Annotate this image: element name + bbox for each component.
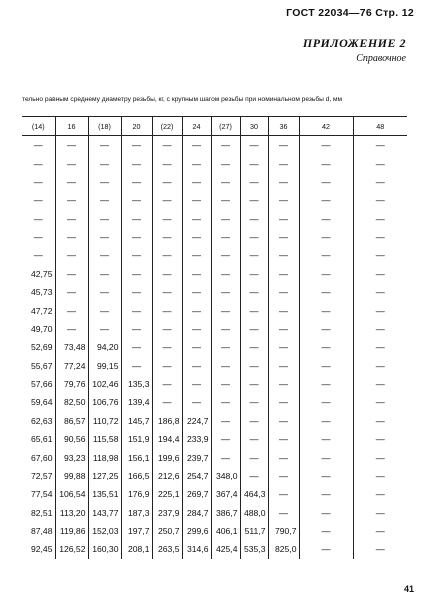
column-header: (14) (22, 117, 55, 136)
table-cell: — (268, 430, 299, 448)
table-body (22, 136, 407, 559)
table-cell: — (299, 393, 353, 411)
table-cell: 102,46 (88, 375, 121, 393)
table-cell: 86,57 (55, 412, 88, 430)
table-row (22, 430, 407, 448)
table-cell: — (240, 136, 268, 155)
table-cell: — (299, 210, 353, 228)
table-cell: — (299, 154, 353, 172)
table-cell: — (121, 173, 152, 191)
table-cell: — (88, 173, 121, 191)
table-cell: — (211, 375, 240, 393)
table-cell: — (299, 522, 353, 540)
table-cell: — (88, 265, 121, 283)
table-cell: — (299, 430, 353, 448)
table-cell: — (182, 228, 211, 246)
table-cell: 145,7 (121, 412, 152, 430)
table-cell: — (240, 265, 268, 283)
table-cell: 208,1 (121, 540, 152, 558)
appendix-subtitle: Справочное (356, 53, 406, 64)
table-cell: — (268, 228, 299, 246)
table-cell: — (55, 228, 88, 246)
table-cell: — (211, 228, 240, 246)
table-cell: — (55, 210, 88, 228)
table-cell: 99,15 (88, 357, 121, 375)
table-cell: — (211, 173, 240, 191)
table-cell: 118,98 (88, 448, 121, 466)
table-cell: 67,60 (30, 452, 53, 463)
table-cell: — (211, 393, 240, 411)
table-cell: 224,7 (182, 412, 211, 430)
table-cell: — (121, 338, 152, 356)
table-cell: — (88, 154, 121, 172)
table-cell: — (211, 448, 240, 466)
table-cell: 82,51 (30, 507, 53, 518)
table-cell: — (268, 301, 299, 319)
table-cell: — (299, 301, 353, 319)
table-cell: — (211, 301, 240, 319)
table-cell: — (182, 265, 211, 283)
table-cell: — (268, 375, 299, 393)
table-cell: — (55, 283, 88, 301)
table-cell: — (299, 504, 353, 522)
table-cell: — (88, 246, 121, 264)
table-cell: — (152, 265, 182, 283)
table-cell: 425,4 (211, 540, 240, 558)
table-cell: — (121, 357, 152, 375)
table-cell: 348,0 (211, 467, 240, 485)
table-cell: 284,7 (182, 504, 211, 522)
table-row (22, 301, 407, 319)
table-cell: — (182, 338, 211, 356)
table-cell: — (121, 301, 152, 319)
table-cell: — (152, 301, 182, 319)
table-cell: 57,66 (30, 379, 53, 390)
column-header: 24 (182, 117, 211, 136)
table-cell: — (152, 228, 182, 246)
table-cell: 99,88 (55, 467, 88, 485)
table-cell: — (353, 357, 407, 375)
table-cell: — (268, 467, 299, 485)
table-cell: — (353, 228, 407, 246)
table-cell: — (152, 338, 182, 356)
table-cell: 77,54 (30, 489, 53, 500)
table-row (22, 393, 407, 411)
table-row (22, 504, 407, 522)
table-cell: — (240, 430, 268, 448)
table-caption: тельно равным среднему диаметру резьбы, кг, с крупным шагом резьбы при номинальном резьбы d, мм (22, 96, 343, 103)
table-cell: — (240, 173, 268, 191)
table-cell: 237,9 (152, 504, 182, 522)
standard-number: ГОСТ 22034—76 (286, 7, 373, 19)
table-cell: — (299, 357, 353, 375)
table-cell: — (152, 246, 182, 264)
table-cell: 87,48 (30, 526, 53, 537)
table-row (22, 136, 407, 155)
table-cell: — (182, 154, 211, 172)
table-cell: — (299, 320, 353, 338)
table-cell: 825,0 (268, 540, 299, 558)
table-cell: 90,56 (55, 430, 88, 448)
table-cell: — (211, 320, 240, 338)
table-cell: — (121, 265, 152, 283)
table-cell: — (240, 191, 268, 209)
table-cell: 299,6 (182, 522, 211, 540)
table-row (22, 522, 407, 540)
table-cell: — (240, 375, 268, 393)
table-row (22, 338, 407, 356)
column-header: 48 (353, 117, 407, 136)
table-cell: — (240, 338, 268, 356)
table-cell: 62,63 (30, 415, 53, 426)
table-cell: 126,52 (55, 540, 88, 558)
table-cell: — (152, 375, 182, 393)
table-cell: — (33, 140, 43, 151)
table-cell: — (299, 467, 353, 485)
table-cell: — (268, 393, 299, 411)
table-cell: — (240, 228, 268, 246)
table-cell: 55,67 (30, 360, 53, 371)
table-cell: — (33, 158, 43, 169)
table-cell: — (121, 154, 152, 172)
table-cell: 199,6 (152, 448, 182, 466)
table-cell: — (299, 338, 353, 356)
table-container (22, 116, 407, 559)
table-cell: — (240, 320, 268, 338)
column-header: 16 (55, 117, 88, 136)
appendix-heading (303, 36, 406, 64)
table-row (22, 173, 407, 191)
table-cell: — (152, 210, 182, 228)
table-row (22, 412, 407, 430)
table-cell: — (299, 228, 353, 246)
column-header: (18) (88, 117, 121, 136)
table-cell: — (353, 504, 407, 522)
table-cell: 65,61 (30, 434, 53, 445)
table-cell: — (152, 357, 182, 375)
table-cell: — (33, 195, 43, 206)
table-cell: 790,7 (268, 522, 299, 540)
table-cell: — (152, 283, 182, 301)
table-cell: — (353, 448, 407, 466)
table-cell: 488,0 (240, 504, 268, 522)
table-cell: 143,77 (88, 504, 121, 522)
table-cell: — (182, 210, 211, 228)
table-row (22, 540, 407, 558)
table-cell: — (240, 246, 268, 264)
table-cell: 106,76 (88, 393, 121, 411)
table-cell: 94,20 (88, 338, 121, 356)
table-cell: — (211, 430, 240, 448)
table-cell: — (121, 246, 152, 264)
table-row (22, 191, 407, 209)
table-cell: — (353, 320, 407, 338)
table-cell: — (55, 265, 88, 283)
table-cell: — (353, 375, 407, 393)
table-cell: — (268, 412, 299, 430)
table-cell: 52,69 (30, 342, 53, 353)
table-row (22, 357, 407, 375)
table-cell: — (88, 320, 121, 338)
table-cell: — (268, 448, 299, 466)
table-cell: 186,8 (152, 412, 182, 430)
table-cell: — (182, 191, 211, 209)
table-cell: — (211, 136, 240, 155)
table-cell: — (353, 522, 407, 540)
table-cell: — (152, 320, 182, 338)
table-cell: — (182, 357, 211, 375)
column-header: 30 (240, 117, 268, 136)
table-row (22, 467, 407, 485)
table-cell: — (353, 154, 407, 172)
table-cell: — (211, 412, 240, 430)
column-header: (27) (211, 117, 240, 136)
table-cell: — (299, 283, 353, 301)
table-cell: — (182, 301, 211, 319)
table-cell: — (353, 485, 407, 503)
table-cell: 166,5 (121, 467, 152, 485)
table-cell: — (211, 357, 240, 375)
table-cell: — (268, 246, 299, 264)
table-cell: — (353, 210, 407, 228)
table-cell: — (240, 283, 268, 301)
table-cell: — (353, 540, 407, 558)
table-cell: — (182, 136, 211, 155)
table-cell: — (55, 136, 88, 155)
table-cell: 119,86 (55, 522, 88, 540)
table-cell: — (121, 283, 152, 301)
table-cell: 269,7 (182, 485, 211, 503)
table-cell: — (182, 246, 211, 264)
table-cell: 160,30 (88, 540, 121, 558)
table-cell: — (33, 250, 43, 261)
column-header: (22) (152, 117, 182, 136)
table-cell: — (211, 154, 240, 172)
table-cell: 263,5 (152, 540, 182, 558)
table-row (22, 228, 407, 246)
table-cell: — (353, 173, 407, 191)
table-cell: — (299, 265, 353, 283)
table-cell: — (353, 191, 407, 209)
table-cell: 106,54 (55, 485, 88, 503)
table-cell: — (353, 301, 407, 319)
table-cell: 511,7 (240, 522, 268, 540)
table-cell: 386,7 (211, 504, 240, 522)
table-cell: 314,6 (182, 540, 211, 558)
table-cell: 47,72 (30, 305, 53, 316)
table-cell: 187,3 (121, 504, 152, 522)
table-cell: 406,1 (211, 522, 240, 540)
column-header: 36 (268, 117, 299, 136)
table-cell: — (182, 320, 211, 338)
table-cell: — (299, 412, 353, 430)
column-header: 42 (299, 117, 353, 136)
table-cell: — (88, 301, 121, 319)
table-cell: 535,3 (240, 540, 268, 558)
table-row (22, 283, 407, 301)
table-cell: 194,4 (152, 430, 182, 448)
table-row (22, 265, 407, 283)
table-cell: — (240, 448, 268, 466)
table-cell: — (240, 357, 268, 375)
table-cell: — (268, 357, 299, 375)
table-cell: — (55, 301, 88, 319)
table-cell: — (268, 191, 299, 209)
table-cell: 45,73 (30, 287, 53, 298)
table-cell: — (88, 191, 121, 209)
table-cell: — (182, 393, 211, 411)
table-cell: — (268, 320, 299, 338)
page-number: 41 (403, 584, 414, 594)
appendix-title: ПРИЛОЖЕНИЕ 2 (302, 36, 406, 50)
table-row (22, 485, 407, 503)
table-cell: 127,25 (88, 467, 121, 485)
table-cell: — (211, 210, 240, 228)
table-row (22, 375, 407, 393)
table-cell: — (88, 228, 121, 246)
table-cell: — (55, 191, 88, 209)
table-cell: 239,7 (182, 448, 211, 466)
table-row (22, 210, 407, 228)
table-row (22, 246, 407, 264)
table-cell: — (33, 213, 43, 224)
table-cell: — (268, 136, 299, 155)
table-cell: — (55, 154, 88, 172)
table-cell: — (121, 136, 152, 155)
table-cell: 42,75 (30, 268, 53, 279)
table-cell: — (299, 375, 353, 393)
table-cell: 367,4 (211, 485, 240, 503)
table-cell: — (240, 210, 268, 228)
table-cell: — (268, 283, 299, 301)
table-cell: — (152, 191, 182, 209)
table-cell: — (211, 246, 240, 264)
table-cell: — (121, 320, 152, 338)
table-cell: 233,9 (182, 430, 211, 448)
table-cell: 93,23 (55, 448, 88, 466)
table-row (22, 448, 407, 466)
table-cell: — (353, 283, 407, 301)
table-cell: 113,20 (55, 504, 88, 522)
table-cell: — (182, 375, 211, 393)
table-cell: — (353, 393, 407, 411)
table-cell: 152,03 (88, 522, 121, 540)
table-cell: — (299, 173, 353, 191)
table-cell: 72,57 (30, 470, 53, 481)
table-cell: — (211, 283, 240, 301)
table-cell: 254,7 (182, 467, 211, 485)
table-header-row (22, 117, 407, 136)
table-cell: — (299, 191, 353, 209)
table-cell: — (299, 540, 353, 558)
table-cell: 82,50 (55, 393, 88, 411)
table-cell: — (88, 210, 121, 228)
table-cell: 92,45 (30, 544, 53, 555)
table-cell: — (268, 485, 299, 503)
table-cell: — (33, 176, 43, 187)
table-cell: — (353, 467, 407, 485)
table-cell: — (88, 136, 121, 155)
table-cell: 176,9 (121, 485, 152, 503)
table-cell: — (353, 430, 407, 448)
table-cell: — (299, 448, 353, 466)
table-cell: — (121, 210, 152, 228)
table-cell: — (299, 136, 353, 155)
table-row (22, 154, 407, 172)
table-cell: — (353, 412, 407, 430)
table-cell: 250,7 (152, 522, 182, 540)
table-cell: — (240, 467, 268, 485)
table-cell: 49,70 (30, 323, 53, 334)
table-cell: — (353, 136, 407, 155)
table-cell: 225,1 (152, 485, 182, 503)
table-cell: — (55, 173, 88, 191)
table-cell: — (268, 338, 299, 356)
table-cell: — (121, 191, 152, 209)
table-cell: — (268, 173, 299, 191)
table-cell: — (353, 246, 407, 264)
table-cell: — (268, 265, 299, 283)
table-cell: — (299, 485, 353, 503)
table-cell: — (211, 338, 240, 356)
table-cell: — (211, 191, 240, 209)
table-cell: — (152, 154, 182, 172)
table-cell: — (240, 301, 268, 319)
table-cell: — (353, 338, 407, 356)
table-cell: — (268, 154, 299, 172)
table-cell: — (33, 232, 43, 243)
page-label: Стр. 12 (375, 7, 414, 19)
table-cell: 151,9 (121, 430, 152, 448)
table-cell: 212,6 (152, 467, 182, 485)
table-cell: 77,24 (55, 357, 88, 375)
table-cell: 135,51 (88, 485, 121, 503)
table-cell: 464,3 (240, 485, 268, 503)
table-cell: — (152, 393, 182, 411)
table-cell: 115,58 (88, 430, 121, 448)
table-cell: — (121, 228, 152, 246)
table-cell: 139,4 (121, 393, 152, 411)
table-cell: — (353, 265, 407, 283)
table-cell: — (182, 283, 211, 301)
table-cell: — (299, 246, 353, 264)
table-cell: — (268, 210, 299, 228)
table-cell: — (152, 136, 182, 155)
table-cell: — (211, 265, 240, 283)
table-cell: 73,48 (55, 338, 88, 356)
table-cell: 59,64 (30, 397, 53, 408)
table-row (22, 320, 407, 338)
table-cell: — (240, 412, 268, 430)
data-table (22, 116, 407, 559)
page-header (286, 7, 414, 19)
table-cell: — (55, 320, 88, 338)
table-cell: — (182, 173, 211, 191)
table-cell: 110,72 (88, 412, 121, 430)
table-cell: — (240, 393, 268, 411)
table-cell: 135,3 (121, 375, 152, 393)
table-cell: — (88, 283, 121, 301)
table-cell: — (240, 154, 268, 172)
column-header: 20 (121, 117, 152, 136)
table-cell: — (55, 246, 88, 264)
table-cell: 79,76 (55, 375, 88, 393)
table-cell: 156,1 (121, 448, 152, 466)
table-cell: 197,7 (121, 522, 152, 540)
table-cell: — (268, 504, 299, 522)
table-cell: — (152, 173, 182, 191)
